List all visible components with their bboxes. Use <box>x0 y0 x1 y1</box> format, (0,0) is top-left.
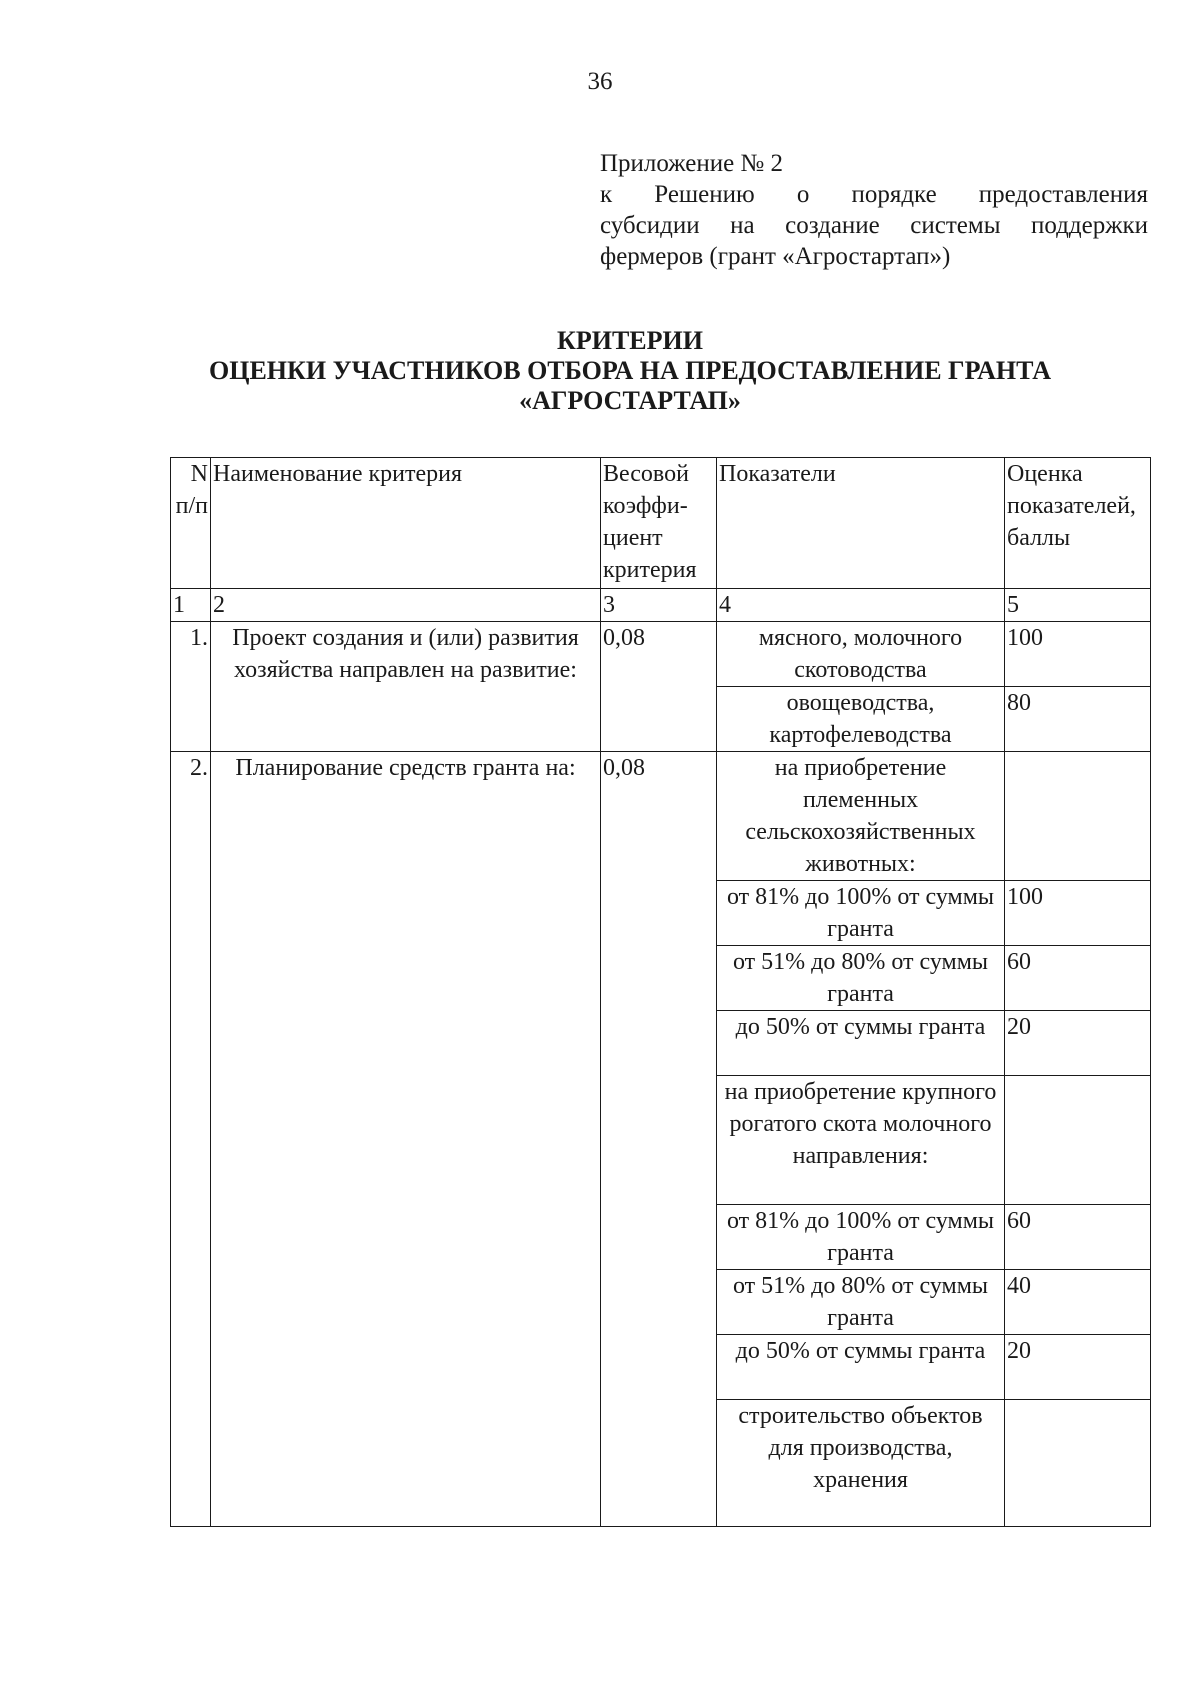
indicator-score: 80 <box>1005 687 1151 752</box>
criterion-weight: 0,08 <box>601 622 717 752</box>
appendix-line-1: Приложение № 2 <box>600 150 784 177</box>
page-number: 36 <box>587 68 613 95</box>
indicator-score: 40 <box>1005 1270 1151 1335</box>
indicator-score <box>1005 1076 1151 1205</box>
indicator-score <box>1005 1400 1151 1527</box>
indicator-text: от 81% до 100% от суммы гранта <box>717 1205 1005 1270</box>
indicator-text: от 51% до 80% от суммы гранта <box>717 946 1005 1011</box>
header-num: N п/п <box>171 458 211 589</box>
column-numbers-row <box>171 589 1151 622</box>
header-indicators: Показатели <box>717 458 1005 589</box>
row-num: 1. <box>171 622 211 752</box>
indicator-text: до 50% от суммы гранта <box>717 1335 1005 1400</box>
indicator-score: 100 <box>1005 881 1151 946</box>
indicator-score <box>1005 752 1151 881</box>
title-line-1: КРИТЕРИИ <box>557 326 703 355</box>
header-name: Наименование критерия <box>211 458 601 589</box>
criterion-name: Проект создания и (или) развития хозяйства направлен на развитие: <box>211 622 601 752</box>
column-number: 4 <box>717 589 1005 622</box>
criterion-name: Планирование средств гранта на: <box>211 752 601 1527</box>
indicator-text: на приобретение крупного рогатого скота молочного направления: <box>717 1076 1005 1205</box>
column-number: 5 <box>1005 589 1151 622</box>
criteria-table <box>170 457 1151 1527</box>
column-number: 3 <box>601 589 717 622</box>
table-header-row <box>171 458 1151 589</box>
indicator-text: на приобретение племенных сельскохозяйственных животных: <box>717 752 1005 881</box>
indicator-text: мясного, молочного скотоводства <box>717 622 1005 687</box>
table-row <box>171 752 1151 881</box>
indicator-text: строительство объектов для производства, хранения <box>717 1400 1005 1527</box>
header-weight: Весовой коэффи-циент критерия <box>601 458 717 589</box>
document-title <box>150 326 1110 416</box>
indicator-score: 60 <box>1005 1205 1151 1270</box>
table-row <box>171 622 1151 687</box>
indicator-score: 20 <box>1005 1011 1151 1076</box>
indicator-text: до 50% от суммы гранта <box>717 1011 1005 1076</box>
appendix-line-3: субсидии на создание системы поддержки <box>600 212 1148 239</box>
column-number: 1 <box>171 589 211 622</box>
indicator-text: овощеводства, картофелеводства <box>717 687 1005 752</box>
title-line-3: «АГРОСТАРТАП» <box>519 386 741 415</box>
indicator-score: 100 <box>1005 622 1151 687</box>
appendix-line-2: к Решению о порядке предоставления <box>600 181 1148 208</box>
appendix-line-4: фермеров (грант «Агростартап») <box>600 243 951 270</box>
column-number: 2 <box>211 589 601 622</box>
indicator-score: 60 <box>1005 946 1151 1011</box>
criterion-weight: 0,08 <box>601 752 717 1527</box>
title-line-2: ОЦЕНКИ УЧАСТНИКОВ ОТБОРА НА ПРЕДОСТАВЛЕНИЕ ГРАНТА <box>209 356 1051 385</box>
row-num: 2. <box>171 752 211 1527</box>
indicator-text: от 51% до 80% от суммы гранта <box>717 1270 1005 1335</box>
appendix-note <box>600 148 1148 272</box>
indicator-score: 20 <box>1005 1335 1151 1400</box>
indicator-text: от 81% до 100% от суммы гранта <box>717 881 1005 946</box>
header-score: Оценка показателей, баллы <box>1005 458 1151 589</box>
